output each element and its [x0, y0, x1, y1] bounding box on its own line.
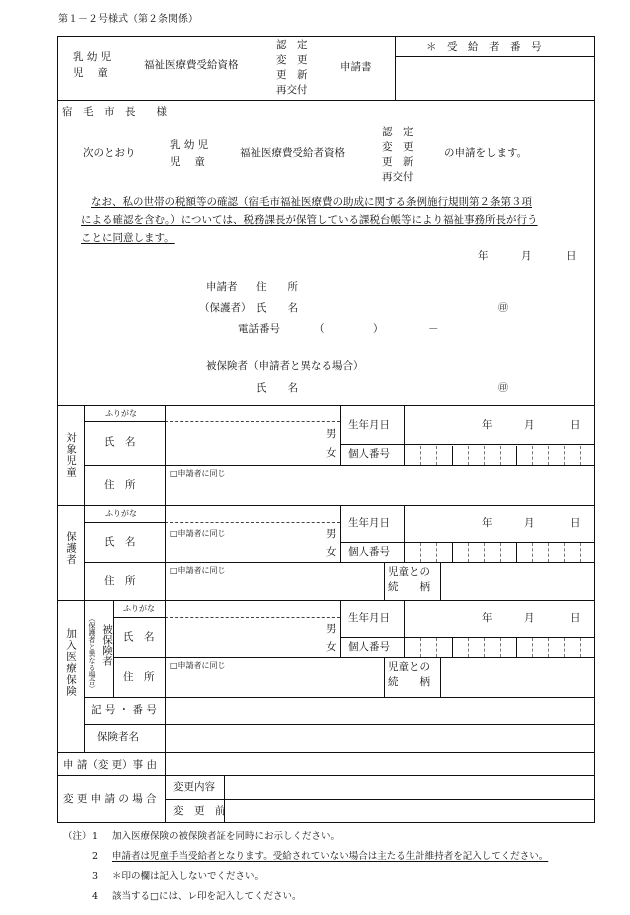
insured-name-label2: 氏 名 — [123, 631, 155, 643]
recipient-number-label: ＊ 受 給 者 番 号 — [426, 41, 542, 53]
phone-dash: － — [428, 323, 439, 335]
applicant-guardian-label: （保護者） — [199, 302, 252, 314]
insured-mynumber-label: 個人番号 — [348, 641, 390, 653]
intro-title: 福祉医療費受給者資格 — [240, 147, 345, 159]
guardian-name-same[interactable]: □申請者に同じ — [170, 529, 226, 538]
insurance-value-col — [404, 600, 405, 657]
note-2-number: 2 — [92, 851, 99, 862]
header-title: 福祉医療費受給資格 — [144, 59, 239, 71]
header-bottom-line — [57, 100, 594, 101]
section-insurance: 加入医療保険 — [65, 628, 77, 697]
insured-male: 男 — [326, 623, 337, 635]
guardian-label-col — [165, 505, 166, 600]
insured-address-label: 住 所 — [123, 671, 155, 683]
insured-label: 被保険者（申請者と異なる場合） — [206, 360, 364, 372]
guardian-birth-label: 生年月日 — [348, 517, 390, 529]
guardian-furigana-dash — [165, 522, 340, 523]
consent-line-1: なお、私の世帯の税額等の確認（宿毛市福祉医療費の助成に関する条例施行規則第２条第３項 — [91, 196, 532, 208]
intro-actions: 認 定 変 更 更 新 再交付 — [382, 126, 414, 183]
insured-address-same[interactable]: □申請者に同じ — [170, 661, 226, 670]
child-name-label: 氏 名 — [104, 436, 136, 448]
guardian-birth-line — [340, 542, 594, 543]
guardian-relation-col — [384, 562, 385, 600]
date-day: 日 — [566, 250, 577, 262]
note-2-text: 申請者は児童手当受給者となります。受給されていない場合は主たる生計維持者を記入してください。 — [112, 851, 549, 862]
section-guardian: 保護者 — [65, 531, 77, 566]
consent-line-2: による確認を含む。）については、税務課長が保管している課税台帳等により福祉事務所長が行う — [81, 214, 538, 226]
insurance-mid-col — [340, 600, 341, 657]
insured-birth-label: 生年月日 — [348, 612, 390, 624]
guardian-section-line — [57, 600, 594, 601]
form-number: 第１－２号様式（第２条関係） — [58, 14, 198, 25]
child-female: 女 — [326, 447, 337, 459]
note-4-number: 4 — [92, 891, 99, 902]
guardian-furigana-label: ふりがな — [105, 509, 137, 518]
frame-right — [594, 36, 595, 823]
insured-birth-day: 日 — [570, 612, 581, 624]
note-3-text: ＊印の欄は記入しないでください。 — [112, 871, 265, 882]
reason-label: 申 請（変 更）事 由 — [63, 759, 158, 771]
child-male: 男 — [326, 428, 337, 440]
child-address-field[interactable] — [166, 482, 594, 504]
guardian-furigana-line — [84, 522, 165, 523]
phone-paren-close: ） — [373, 323, 384, 335]
header-suffix: 申請書 — [340, 61, 372, 73]
child-same-as-applicant[interactable]: □申請者に同じ — [170, 469, 226, 478]
consent-line-3: ことに同意します。 — [81, 232, 175, 244]
symbol-number-field[interactable] — [166, 698, 594, 724]
child-address-label: 住 所 — [104, 479, 136, 491]
applicant-name-label: 氏 名 — [256, 302, 298, 314]
child-name-line — [84, 465, 594, 466]
guardian-relation-field[interactable] — [441, 563, 594, 600]
child-birth-line — [340, 444, 594, 445]
insured-relation-col — [384, 657, 385, 697]
guardian-relation-label: 児童との 続 柄 — [388, 566, 430, 593]
guardian-name-label: 氏 名 — [104, 536, 136, 548]
applicant-label: 申請者 — [206, 281, 238, 293]
header-category: 乳 幼 児 児 童 — [73, 51, 112, 79]
note-1-number: 1 — [92, 831, 99, 842]
child-birth-month: 月 — [524, 419, 535, 431]
applicant-name-field[interactable] — [305, 299, 495, 315]
table-top-line — [57, 405, 594, 406]
change-label: 変 更 申 請 の 場 合 — [63, 793, 157, 805]
header-actions: 認 定 変 更 更 新 再交付 — [276, 39, 308, 96]
child-value-col — [404, 405, 405, 465]
change-content-field[interactable] — [225, 776, 594, 799]
child-birth-label: 生年月日 — [348, 419, 390, 431]
child-furigana-label: ふりがな — [105, 409, 137, 418]
frame-bottom — [57, 822, 595, 823]
date-month: 月 — [521, 250, 532, 262]
child-name-field[interactable] — [166, 422, 316, 464]
applicant-address-label: 住 所 — [256, 281, 298, 293]
guardian-mynumber-label: 個人番号 — [348, 546, 390, 558]
insured-furigana-label: ふりがな — [123, 604, 155, 613]
insured-furigana-line — [113, 617, 165, 618]
child-birth-year: 年 — [482, 419, 493, 431]
frame-top — [57, 36, 594, 37]
guardian-female: 女 — [326, 546, 337, 558]
applicant-address-field[interactable] — [305, 278, 575, 294]
guardian-address-same[interactable]: □申請者に同じ — [170, 566, 226, 575]
insurer-field[interactable] — [166, 725, 594, 752]
guardian-value-col — [404, 505, 405, 562]
reason-field[interactable] — [166, 753, 594, 775]
intro-prefix: 次のとおり — [83, 147, 136, 159]
recipient-number-field[interactable] — [396, 57, 594, 100]
guardian-male: 男 — [326, 528, 337, 540]
insurer-label: 保険者名 — [97, 731, 139, 743]
child-mynumber-label: 個人番号 — [348, 448, 390, 460]
guardian-mid-col — [340, 505, 341, 562]
guardian-birth-year: 年 — [482, 517, 493, 529]
section-insured: 被保険者 — [101, 624, 113, 666]
intro-category: 乳 幼 児 児 童 — [170, 139, 209, 168]
insured-col — [113, 600, 114, 697]
child-furigana-line — [84, 421, 165, 422]
insured-name-label: 氏 名 — [256, 382, 298, 394]
insured-seal-mark: ㊞ — [498, 383, 508, 394]
frame-left — [57, 36, 58, 823]
phone-field[interactable] — [326, 320, 576, 336]
intro-suffix: の申請をします。 — [444, 147, 528, 159]
note-3-number: 3 — [92, 871, 99, 882]
guardian-birth-month: 月 — [524, 517, 535, 529]
notes-lead: （注） — [63, 831, 92, 842]
insured-relation-field[interactable] — [441, 658, 594, 697]
child-mid-col — [340, 405, 341, 465]
note-1-text: 加入医療保険の被保険者証を同時にお示しください。 — [112, 831, 341, 842]
change-content-label: 変更内容 — [173, 781, 215, 793]
guardian-birth-day: 日 — [570, 517, 581, 529]
phone-paren-open: （ — [314, 323, 325, 335]
phone-label: 電話番号 — [238, 323, 280, 335]
guardian-address-label: 住 所 — [104, 575, 136, 587]
applicant-seal-mark: ㊞ — [498, 303, 508, 314]
reason-col — [165, 752, 166, 775]
child-section-line — [57, 505, 594, 506]
insured-birth-month: 月 — [524, 612, 535, 624]
insured-note: （保護者と異なる場合） — [88, 615, 96, 692]
symbol-number-label: 記 号 ・ 番 号 — [91, 704, 157, 716]
section-child: 対象児童 — [65, 432, 77, 478]
insurance-birth-line — [340, 637, 594, 638]
addressee: 宿 毛 市 長 様 — [62, 106, 167, 118]
section-column-line — [84, 405, 85, 752]
insured-furigana-dash — [165, 617, 340, 618]
change-before-field[interactable] — [225, 800, 594, 822]
change-before-label: 変 更 前 — [173, 805, 226, 817]
insured-relation-label: 児童との 続 柄 — [388, 661, 430, 688]
insured-name-field[interactable] — [305, 379, 495, 395]
note-4-text: 該当する□には、レ印を記入してください。 — [112, 891, 302, 902]
date-year: 年 — [478, 250, 489, 262]
insured-female: 女 — [326, 641, 337, 653]
insured-birth-year: 年 — [482, 612, 493, 624]
child-birth-day: 日 — [570, 419, 581, 431]
